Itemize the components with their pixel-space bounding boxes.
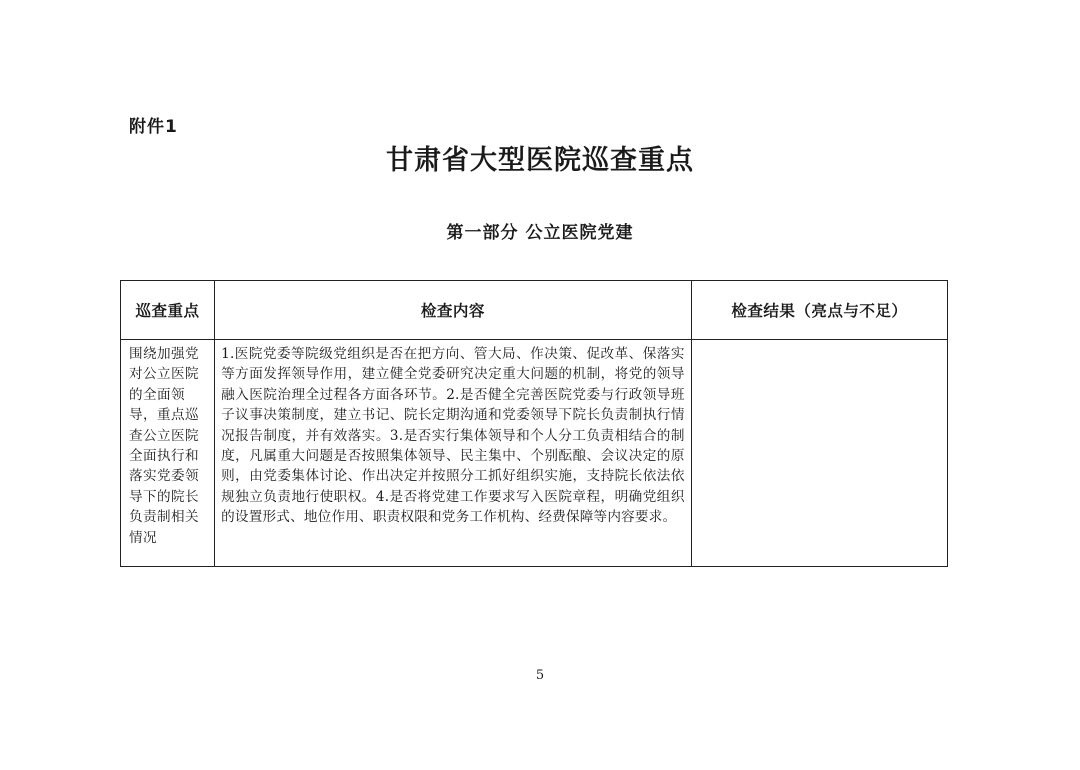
document-title: 甘肃省大型医院巡查重点 (386, 145, 694, 176)
inspection-table (120, 280, 948, 567)
result-cell (691, 340, 947, 567)
content-cell: 1.医院党委等院级党组织是否在把方向、管大局、作决策、促改革、保落实等方面发挥领导作用，建立健全党委研究决定重大问题的机制，将党的领导融入医院治理全过程各方面各环节。2.是否健全完善医院党委与行政领导班子议事决策制度，建立书记、院长定期沟通和党委领导下院长负责制执行情况报告制度，并有效落实。3.是否实行集体领导和个人分工负责相结合的制度，凡属重大问题是否按照集体领导、民主集中、个别酝酿、会议决定的原则，由党委集体讨论、作出决定并按照分工抓好组织实施，支持院长依法依规独立负责地行使职权。4.是否将党建工作要求写入医院章程，明确党组织的设置形式、地位作用、职责权限和党务工作机构、经费保障等内容要求。 (215, 340, 692, 567)
column-header-focus: 巡查重点 (121, 281, 215, 340)
focus-cell: 围绕加强党对公立医院的全面领导，重点巡查公立医院全面执行和落实党委领导下的院长负责制相关情况 (121, 340, 215, 567)
table-header-row (121, 281, 948, 340)
attachment-label: 附件1 (129, 117, 178, 137)
section-title: 第一部分 公立医院党建 (446, 223, 634, 243)
page-number: 5 (535, 668, 545, 683)
table-row (121, 340, 948, 567)
column-header-result: 检查结果（亮点与不足） (691, 281, 947, 340)
column-header-content: 检查内容 (215, 281, 692, 340)
